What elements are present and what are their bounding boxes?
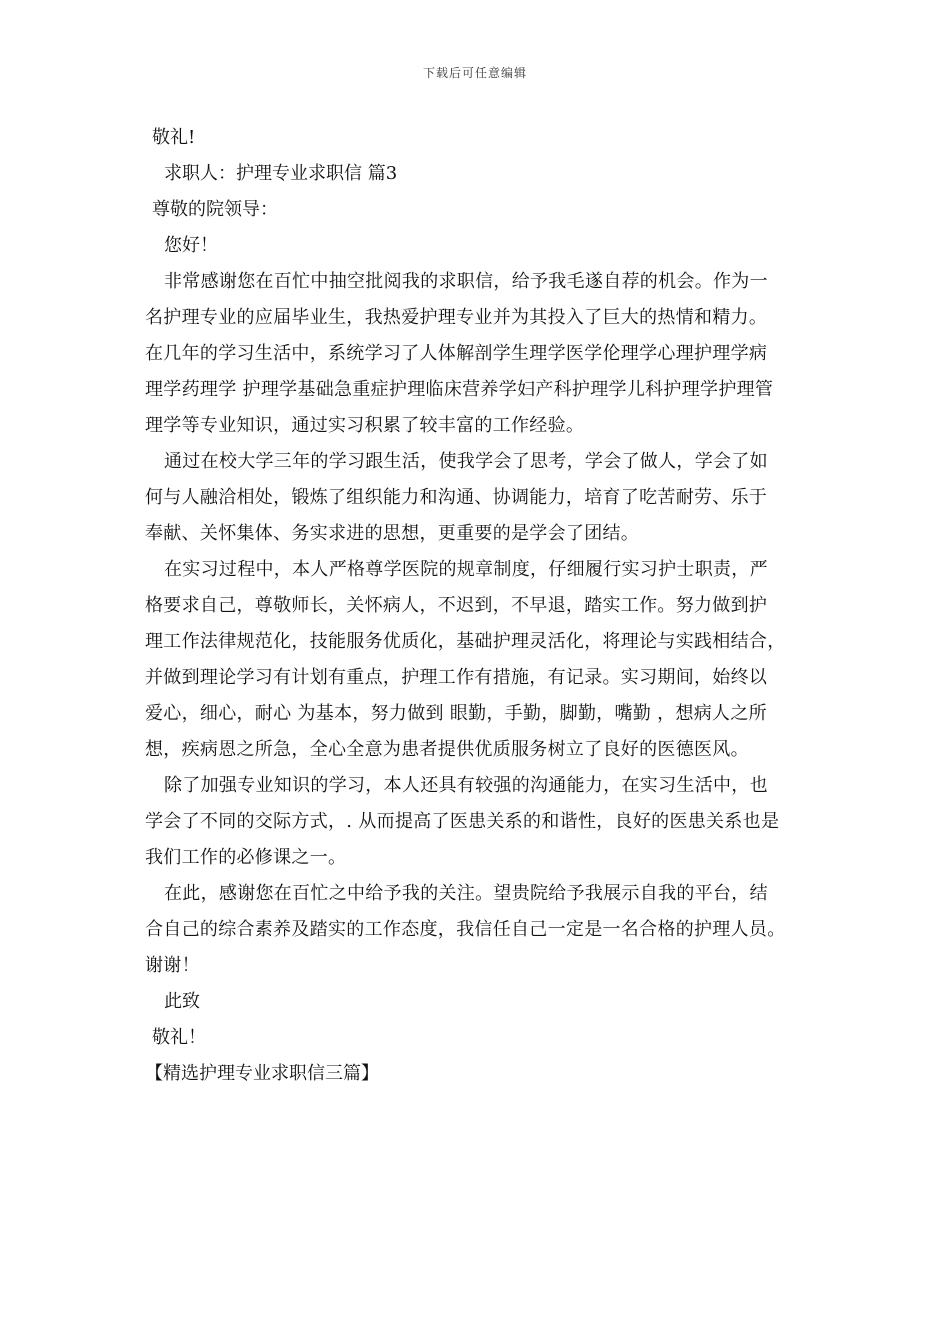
paragraph-line: 格要求自己，尊敬师长，关怀病人，不迟到，不早退，踏实工作。努力做到护 [145, 595, 768, 616]
paragraph-line: 通过在校大学三年的学习跟生活，使我学会了思考，学会了做人，学会了如 [164, 451, 768, 472]
closing-salutation: 敬礼! [152, 127, 196, 148]
recipient-line: 尊敬的院领导： [152, 199, 278, 220]
paragraph-line: 并做到理论学习有计划有重点，护理工作有措施，有记录。实习期间，始终以 [145, 667, 768, 688]
paragraph-line: 学会了不同的交际方式，. 从而提高了医患关系的和谐性，良好的医患关系也是 [145, 811, 780, 832]
thanks-line: 谢谢！ [145, 955, 200, 976]
paragraph-line: 想，疾病恩之所急，全心全意为患者提供优质服务树立了良好的医德医风。 [145, 739, 749, 760]
paragraph-line: 理学药理学 护理学基础急重症护理临床营养学妇产科护理学儿科护理学护理管 [145, 379, 774, 400]
paragraph-line: 理学等专业知识，通过实习积累了较丰富的工作经验。 [145, 415, 585, 436]
closing-phrase: 此致 [164, 991, 200, 1012]
paragraph-line: 在几年的学习生活中，系统学习了人体解剖学生理学医学伦理学心理护理学病 [145, 343, 768, 364]
paragraph-line: 理工作法律规范化，技能服务优质化，基础护理灵活化，将理论与实践相结合， [145, 631, 786, 652]
paragraph-line: 非常感谢您在百忙中抽空批阅我的求职信，给予我毛遂自荐的机会。作为一 [164, 271, 768, 292]
signature-line: 求职人：护理专业求职信 篇3 [164, 163, 398, 184]
paragraph-line: 我们工作的必修课之一。 [145, 847, 347, 868]
greeting-line: 您好！ [164, 235, 218, 256]
closing-salutation: 敬礼！ [152, 1027, 206, 1048]
paragraph-line: 合自己的综合素养及踏实的工作态度，我信任自己一定是一名合格的护理人员。 [145, 919, 786, 940]
letter-body [145, 120, 825, 1092]
paragraph-line: 名护理专业的应届毕业生，我热爱护理专业并为其投入了巨大的热情和精力。 [145, 307, 768, 328]
page-header: 下载后可任意编辑 [422, 66, 527, 80]
paragraph-line: 在实习过程中，本人严格尊学医院的规章制度，仔细履行实习护士职责，严 [164, 559, 768, 580]
paragraph-line: 奉献、关怀集体、务实求进的思想，更重要的是学会了团结。 [145, 523, 640, 544]
paragraph-line: 除了加强专业知识的学习，本人还具有较强的沟通能力，在实习生活中，也 [164, 775, 768, 796]
paragraph-line: 爱心，细心，耐心 为基本，努力做到 眼勤，手勤，脚勤，嘴勤 ，想病人之所 [145, 703, 767, 724]
paragraph-line: 在此，感谢您在百忙之中给予我的关注。望贵院给予我展示自我的平台，结 [164, 883, 768, 904]
section-title: 【精选护理专业求职信三篇】 [145, 1063, 379, 1084]
paragraph-line: 何与人融洽相处，锻炼了组织能力和沟通、协调能力，培育了吃苦耐劳、乐于 [145, 487, 768, 508]
